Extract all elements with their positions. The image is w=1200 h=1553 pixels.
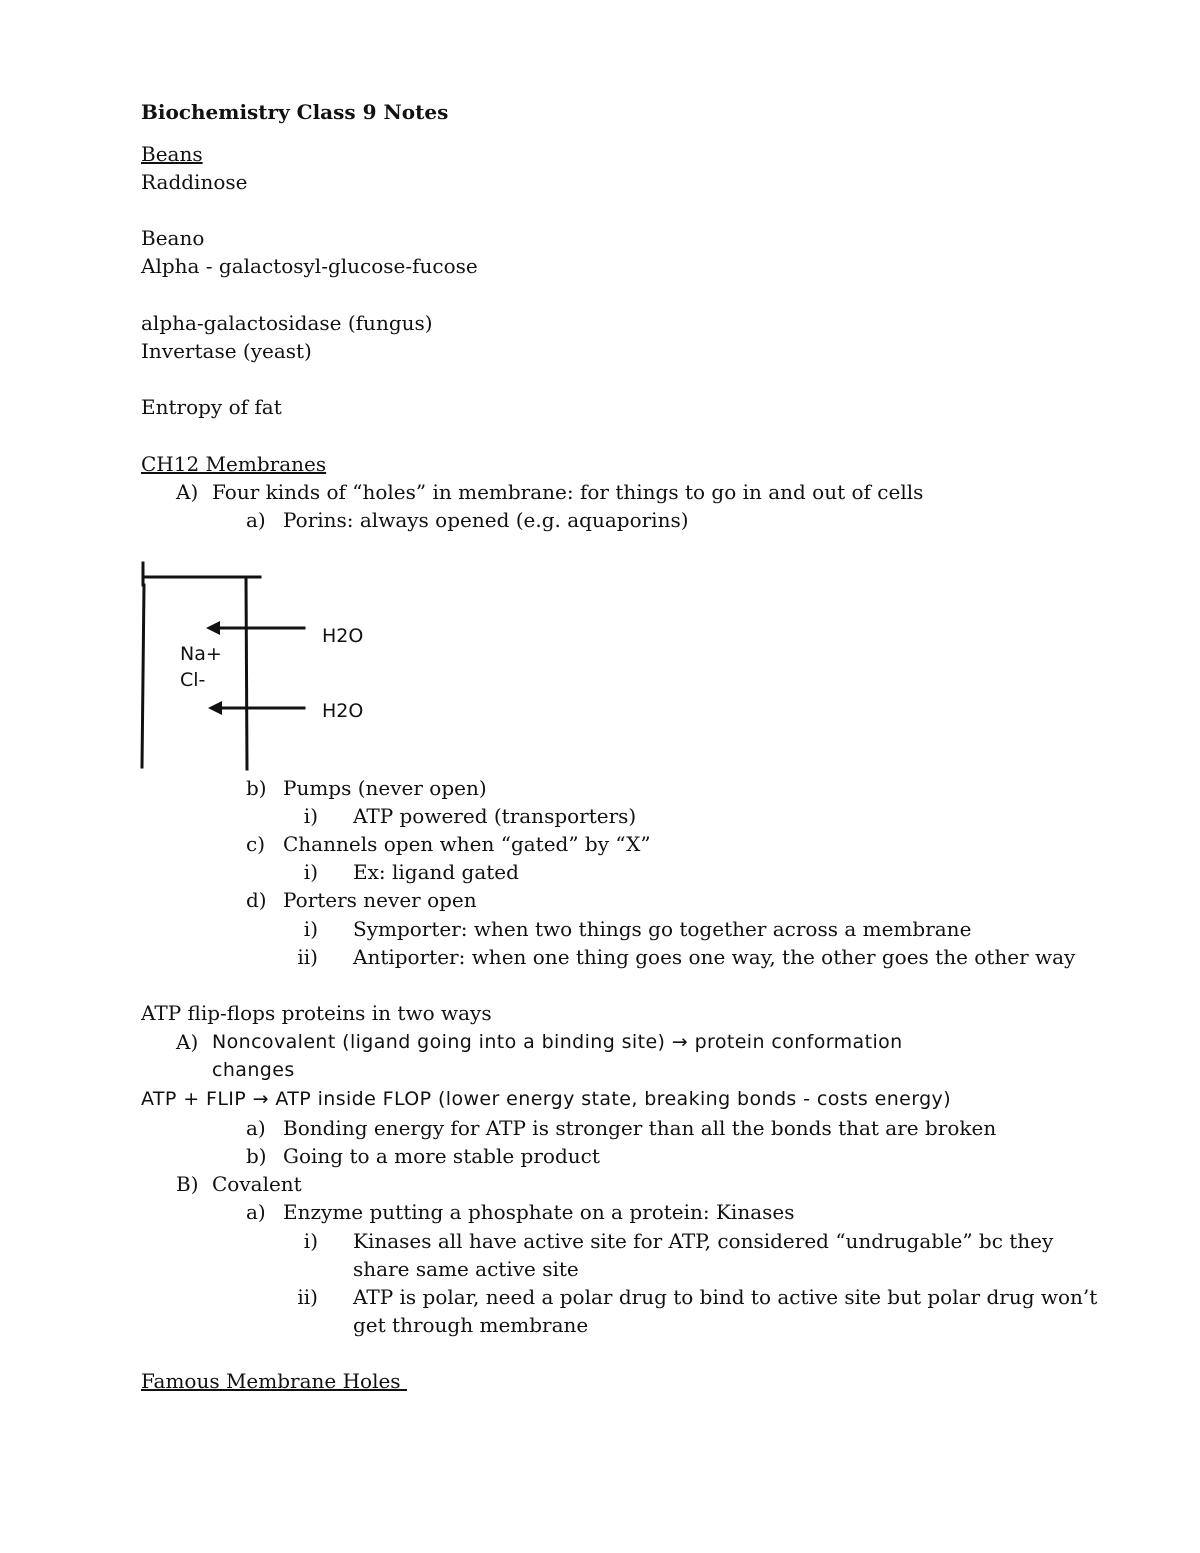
- list-marker: ii): [297, 1285, 318, 1309]
- list-marker: ii): [297, 945, 318, 969]
- list-item: Four kinds of “holes” in membrane: for things to go in and out of cells: [212, 480, 924, 504]
- list-item: Enzyme putting a phosphate on a protein: Kinases: [283, 1200, 795, 1224]
- list-marker: i): [303, 804, 318, 828]
- list-item: Antiporter: when one thing goes one way, the other goes the other way: [353, 945, 1076, 969]
- water-label-2: H2O: [322, 700, 364, 722]
- list-item: Kinases all have active site for ATP, considered “undrugable” bc they: [353, 1229, 1054, 1253]
- note-line: Alpha - galactosyl-glucose-fucose: [141, 254, 478, 278]
- equation-line: ATP + FLIP → ATP inside FLOP (lower energy state, breaking bonds - costs energy): [141, 1088, 952, 1110]
- note-line: Beano: [141, 226, 205, 250]
- note-line: alpha-galactosidase (fungus): [141, 311, 433, 335]
- list-item: Going to a more stable product: [283, 1144, 600, 1168]
- atp-heading: ATP flip-flops proteins in two ways: [141, 1001, 492, 1025]
- list-item: Channels open when “gated” by “X”: [283, 832, 651, 856]
- arrow-head-2: [208, 701, 222, 715]
- list-marker: i): [303, 917, 318, 941]
- water-label-1: H2O: [322, 625, 364, 647]
- list-item: ATP powered (transporters): [353, 804, 637, 828]
- list-item: Pumps (never open): [283, 776, 487, 800]
- list-marker: a): [246, 1116, 266, 1140]
- list-marker: b): [246, 776, 267, 800]
- arrow-head-1: [206, 621, 220, 635]
- list-item-continued: get through membrane: [353, 1313, 589, 1337]
- beans-heading: Beans: [141, 142, 203, 166]
- list-marker: b): [246, 1144, 267, 1168]
- list-item: Covalent: [212, 1172, 302, 1196]
- list-marker: a): [246, 508, 266, 532]
- page-title: Biochemistry Class 9 Notes: [141, 100, 449, 124]
- list-item: Bonding energy for ATP is stronger than all the bonds that are broken: [283, 1116, 997, 1140]
- list-marker: A): [176, 480, 199, 504]
- list-item: Porins: always opened (e.g. aquaporins): [283, 508, 689, 532]
- list-item: Symporter: when two things go together across a membrane: [353, 917, 972, 941]
- list-marker: a): [246, 1200, 266, 1224]
- membrane-wall-left: [142, 585, 144, 767]
- list-marker: B): [176, 1172, 199, 1196]
- list-marker: A): [176, 1030, 199, 1054]
- membrane-wall-right: [246, 577, 247, 769]
- list-item-continued: share same active site: [353, 1257, 579, 1281]
- list-marker: i): [303, 860, 318, 884]
- list-item: Noncovalent (ligand going into a binding site) → protein conformation: [212, 1031, 903, 1053]
- ch12-heading: CH12 Membranes: [141, 452, 327, 476]
- list-marker: c): [246, 832, 266, 856]
- list-item: Ex: ligand gated: [353, 860, 519, 884]
- list-item: Porters never open: [283, 888, 477, 912]
- list-marker: i): [303, 1229, 318, 1253]
- membrane-diagram: [130, 555, 390, 780]
- note-line: Invertase (yeast): [141, 339, 312, 363]
- ion-label-1: Na+: [180, 643, 222, 665]
- famous-heading: Famous Membrane Holes: [141, 1369, 407, 1393]
- list-marker: d): [246, 888, 267, 912]
- note-line: Raddinose: [141, 170, 248, 194]
- note-line: Entropy of fat: [141, 395, 282, 419]
- ion-label-2: Cl-: [180, 669, 206, 691]
- list-item-continued: changes: [212, 1059, 295, 1081]
- list-item: ATP is polar, need a polar drug to bind to active site but polar drug won’t: [353, 1285, 1098, 1309]
